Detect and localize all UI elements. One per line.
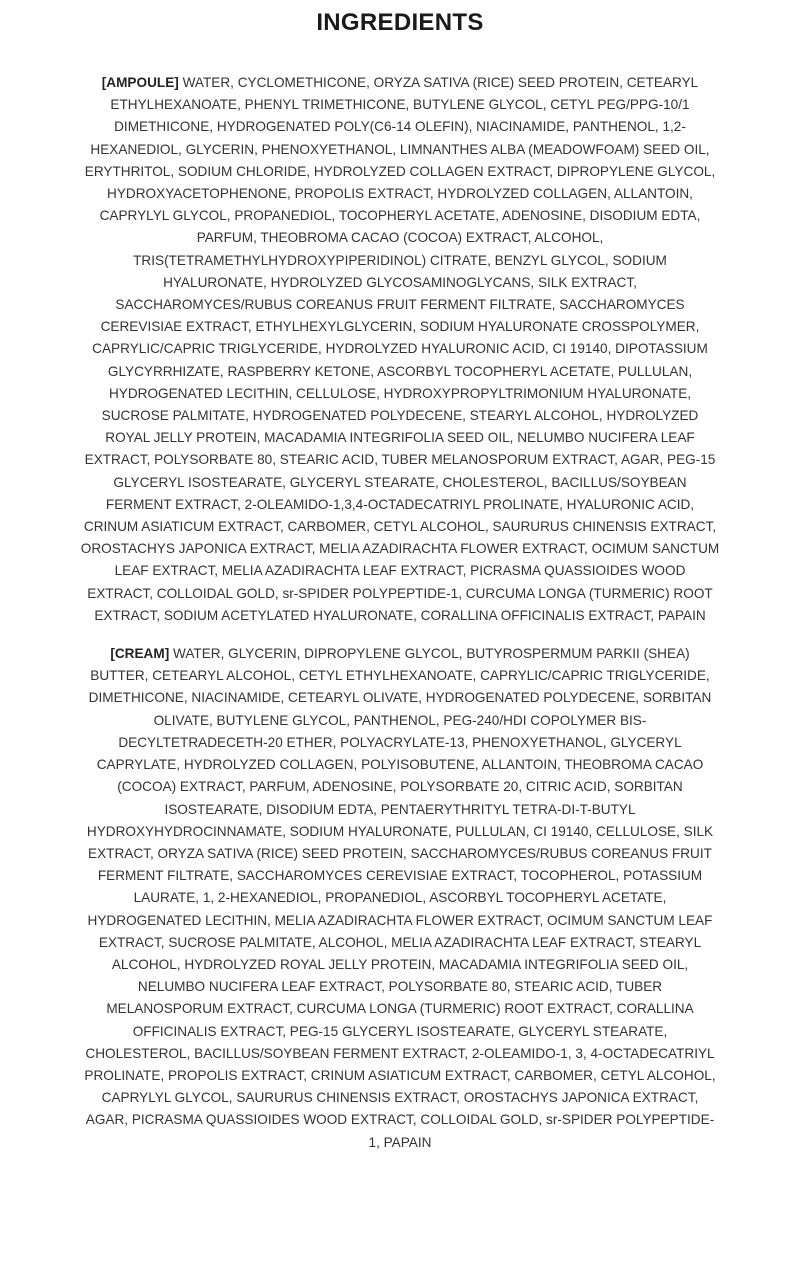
page-title: INGREDIENTS: [316, 9, 484, 36]
ampoule-section-label: [AMPOULE]: [101, 75, 179, 90]
ampoule-ingredient-list: WATER, CYCLOMETHICONE, ORYZA SATIVA (RICE) SEED PROTEIN, CETEARYL ETHYLHEXANOATE, PHENYL TRIMETHICONE, BUTYLENE GLYCOL, CETYL PEG/PPG-10/1 DIMETHICONE, HYDROGENATED POLY(C6-14 OLEFIN), NIACINAMIDE, PANTHENOL, 1,2-HEXANEDIOL, GLYCERIN, PHENOXYETHANOL, LIMNANTHES ALBA (MEADOWFOAM) SEED OIL, ERYTHRITOL, SODIUM CHLORIDE, HYDROLYZED COLLAGEN EXTRACT, DIPROPYLENE GLYCOL, HYDROXYACETOPHENONE, PROPOLIS EXTRACT, HYDROLYZED COLLAGEN, ALLANTOIN, CAPRYLYL GLYCOL, PROPANEDIOL, TOCOPHERYL ACETATE, ADENOSINE, DISODIUM EDTA, PARFUM, THEOBROMA CACAO (COCOA) EXTRACT, ALCOHOL, TRIS(TETRAMETHYLHYDROXYPIPERIDINOL) CITRATE, BENZYL GLYCOL, SODIUM HYALURONATE, HYDROLYZED GLYCOSAMINOGLYCANS, SILK EXTRACT, SACCHAROMYCES/RUBUS COREANUS FRUIT FERMENT FILTRATE, SACCHAROMYCES CEREVISIAE EXTRACT, ETHYLHEXYLGLYCERIN, SODIUM HYALURONATE CROSSPOLYMER, CAPRYLIC/CAPRIC TRIGLYCERIDE, HYDROLYZED HYALURONIC ACID, CI 19140, DIPOTASSIUM GLYCYRRHIZATE, RASPBERRY KETONE, ASCORBYL TOCOPHERYL ACETATE, PULLULAN, HYDROGENATED LECITHIN, CELLULOSE, HYDROXYPROPYLTRIMONIUM HYALURONATE, SUCROSE PALMITATE, HYDROGENATED POLYDECENE, STEARYL ALCOHOL, HYDROLYZED ROYAL JELLY PROTEIN, MACADAMIA INTEGRIFOLIA SEED OIL, NELUMBO NUCIFERA LEAF EXTRACT, POLYSORBATE 80, STEARIC ACID, TUBER MELANOSPORUM EXTRACT, AGAR, PEG-15 GLYCERYL ISOSTEARATE, GLYCERYL STEARATE, CHOLESTEROL, BACILLUS/SOYBEAN FERMENT EXTRACT, 2-OLEAMIDO-1,3,4-OCTADECATRIYL PROLINATE, HYALURONIC ACID, CRINUM ASIATICUM EXTRACT, CARBOMER, CETYL ALCOHOL, SAURURUS CHINENSIS EXTRACT, OROSTACHYS JAPONICA EXTRACT, MELIA AZADIRACHTA FLOWER EXTRACT, OCIMUM SANCTUM LEAF EXTRACT, MELIA AZADIRACHTA LEAF EXTRACT, PICRASMA QUASSIOIDES WOOD EXTRACT, COLLOIDAL GOLD, sr-SPIDER POLYPEPTIDE-1, CURCUMA LONGA (TURMERIC) ROOT EXTRACT, SODIUM ACETYLATED HYALURONATE, CORALLINA OFFICINALIS EXTRACT, PAPAIN: [80, 75, 720, 623]
cream-ingredient-list: WATER, GLYCERIN, DIPROPYLENE GLYCOL, BUTYROSPERMUM PARKII (SHEA) BUTTER, CETEARYL ALCOHOL, CETYL ETHYLHEXANOATE, CAPRYLIC/CAPRIC TRIGLYCERIDE, DIMETHICONE, NIACINAMIDE, CETEARYL OLIVATE, HYDROGENATED POLYDECENE, SORBITAN OLIVATE, BUTYLENE GLYCOL, PANTHENOL, PEG-240/HDI COPOLYMER BIS-DECYLTETRADECETH-20 ETHER, POLYACRYLATE-13, PHENOXYETHANOL, GLYCERYL CAPRYLATE, HYDROLYZED COLLAGEN, POLYISOBUTENE, ALLANTOIN, THEOBROMA CACAO (COCOA) EXTRACT, PARFUM, ADENOSINE, POLYSORBATE 20, CITRIC ACID, SORBITAN ISOSTEARATE, DISODIUM EDTA, PENTAERYTHRITYL TETRA-DI-T-BUTYL HYDROXYHYDROCINNAMATE, SODIUM HYALURONATE, PULLULAN, CI 19140, CELLULOSE, SILK EXTRACT, ORYZA SATIVA (RICE) SEED PROTEIN, SACCHAROMYCES/RUBUS COREANUS FRUIT FERMENT FILTRATE, SACCHAROMYCES CEREVISIAE EXTRACT, TOCOPHEROL, POTASSIUM LAURATE, 1, 2-HEXANEDIOL, PROPANEDIOL, ASCORBYL TOCOPHERYL ACETATE, HYDROGENATED LECITHIN, MELIA AZADIRACHTA FLOWER EXTRACT, OCIMUM SANCTUM LEAF EXTRACT, SUCROSE PALMITATE, ALCOHOL, MELIA AZADIRACHTA LEAF EXTRACT, STEARYL ALCOHOL, HYDROLYZED ROYAL JELLY PROTEIN, MACADAMIA INTEGRIFOLIA SEED OIL, NELUMBO NUCIFERA LEAF EXTRACT, POLYSORBATE 80, STEARIC ACID, TUBER MELANOSPORUM EXTRACT, CURCUMA LONGA (TURMERIC) ROOT EXTRACT, CORALLINA OFFICINALIS EXTRACT, PEG-15 GLYCERYL ISOSTEARATE, GLYCERYL STEARATE, CHOLESTEROL, BACILLUS/SOYBEAN FERMENT EXTRACT, 2-OLEAMIDO-1, 3, 4-OCTADECATRIYL PROLINATE, PROPOLIS EXTRACT, CRINUM ASIATICUM EXTRACT, CARBOMER, CETYL ALCOHOL, CAPRYLYL GLYCOL, SAURURUS CHINENSIS EXTRACT, OROSTACHYS JAPONICA EXTRACT, AGAR, PICRASMA QUASSIOIDES WOOD EXTRACT, COLLOIDAL GOLD, sr-SPIDER POLYPEPTIDE-1, PAPAIN: [84, 646, 716, 1150]
ampoule-ingredients: [80, 72, 720, 627]
cream-section-label: [CREAM]: [110, 646, 170, 662]
cream-ingredients: [82, 643, 718, 1154]
